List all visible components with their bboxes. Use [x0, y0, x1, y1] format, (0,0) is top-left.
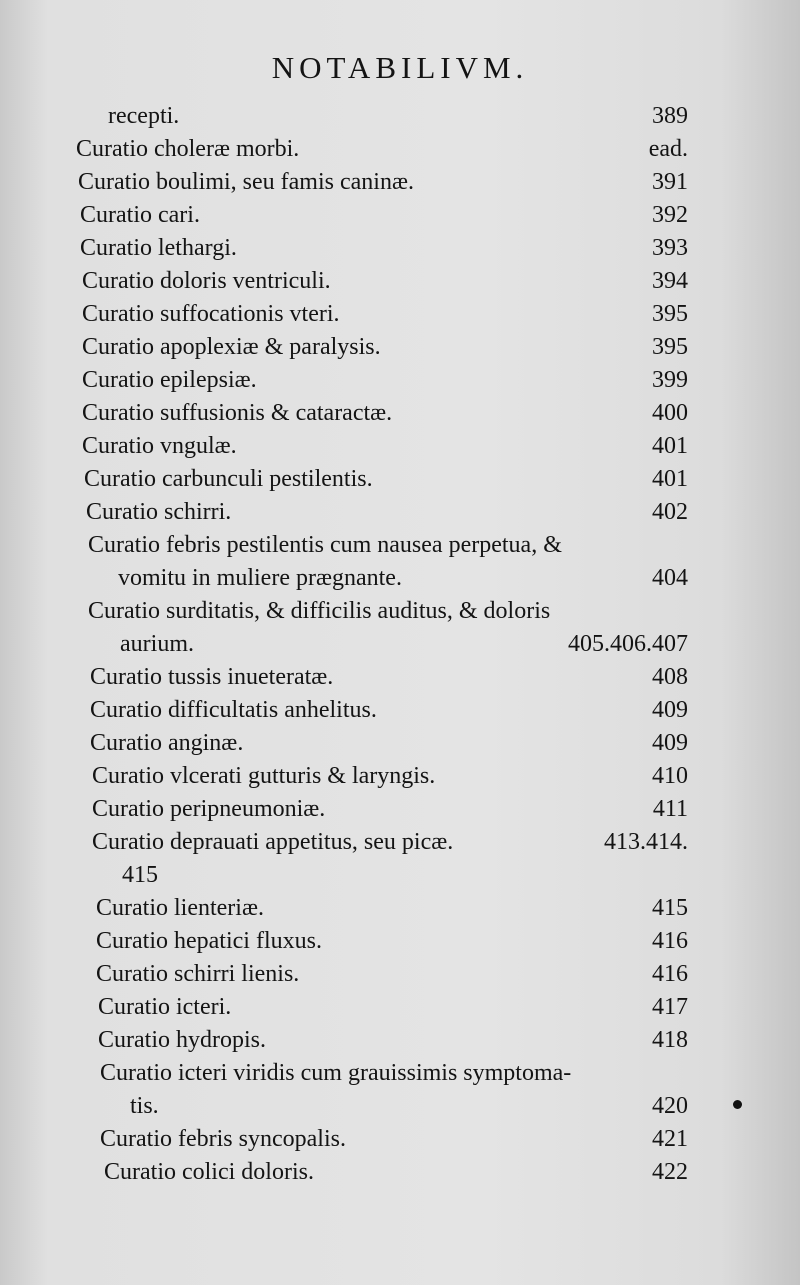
entry-page-number: 392	[652, 202, 688, 228]
entry-label: Curatio lethargi.	[80, 235, 237, 261]
entry-page-number: 401	[652, 433, 688, 459]
index-entry	[130, 1090, 688, 1123]
entry-label: tis.	[130, 1093, 159, 1119]
entry-page-number: 391	[652, 169, 688, 195]
entry-page-number: 394	[652, 268, 688, 294]
entry-label: Curatio apoplexiæ & paralysis.	[82, 334, 381, 360]
entry-label: Curatio anginæ.	[90, 730, 244, 756]
index-entry	[90, 694, 688, 727]
entry-page-number: 395	[652, 301, 688, 327]
entry-page-number: ead.	[648, 136, 688, 162]
index-entry	[82, 364, 688, 397]
index-entry	[92, 826, 688, 859]
entry-label: Curatio hydropis.	[98, 1027, 266, 1053]
index-entry	[92, 793, 688, 826]
entry-label: Curatio cari.	[80, 202, 200, 228]
entry-label: Curatio colici doloris.	[104, 1159, 314, 1185]
index-entry	[118, 562, 688, 595]
entry-page-number: 405.406.407	[568, 631, 688, 657]
entry-label: Curatio peripneumoniæ.	[92, 796, 326, 822]
index-entry	[86, 496, 688, 529]
entry-label: Curatio suffusionis & cataractæ.	[82, 400, 393, 426]
entry-label: Curatio carbunculi pestilentis.	[84, 466, 373, 492]
index-entry	[88, 529, 688, 562]
entry-page-number: 409	[652, 697, 688, 723]
entry-page-number: 399	[652, 367, 688, 393]
index-entry	[92, 760, 688, 793]
ink-spot	[733, 1100, 742, 1109]
entry-page-number: 402	[652, 499, 688, 525]
entry-label: Curatio hepatici fluxus.	[96, 928, 322, 954]
index-entry	[120, 628, 688, 661]
entry-page-number: 410	[652, 763, 688, 789]
entry-page-number: 411	[652, 796, 688, 822]
entry-page-number: 420	[652, 1093, 688, 1119]
index-entry	[96, 925, 688, 958]
entry-label: recepti.	[108, 103, 180, 129]
entry-page-number: 401	[652, 466, 688, 492]
index-entry	[100, 1123, 688, 1156]
entry-label: Curatio doloris ventriculi.	[82, 268, 331, 294]
index-entry	[100, 1057, 688, 1090]
index-entry	[82, 298, 688, 331]
entry-page-number: 416	[652, 961, 688, 987]
entry-page-number: 413.414.	[604, 829, 688, 855]
index-entry	[96, 892, 688, 925]
index-entry	[82, 331, 688, 364]
index-entry	[98, 991, 688, 1024]
index-entry	[82, 265, 688, 298]
entry-label: Curatio surditatis, & difficilis auditus, & doloris	[88, 598, 551, 624]
index-entry	[104, 1156, 688, 1189]
entry-label: Curatio vngulæ.	[82, 433, 237, 459]
entry-label: Curatio schirri.	[86, 499, 232, 525]
entry-label: Curatio deprauati appetitus, seu picæ.	[92, 829, 454, 855]
entry-page-number: 421	[652, 1126, 688, 1152]
entry-label: Curatio febris pestilentis cum nausea perpetua, &	[88, 532, 562, 558]
index-entry	[90, 727, 688, 760]
entry-page-number: 404	[652, 565, 688, 591]
index-entry	[80, 199, 688, 232]
entry-label: Curatio choleræ morbi.	[76, 136, 300, 162]
entry-page-number: 408	[652, 664, 688, 690]
index-entry	[78, 166, 688, 199]
entry-label: Curatio lienteriæ.	[96, 895, 264, 921]
entry-label: Curatio suffocationis vteri.	[82, 301, 340, 327]
entry-label: Curatio febris syncopalis.	[100, 1126, 346, 1152]
running-header: NOTABILIVM.	[271, 50, 529, 85]
entry-label: Curatio schirri lienis.	[96, 961, 300, 987]
entry-label: Curatio difficultatis anhelitus.	[90, 697, 377, 723]
entry-label: Curatio icteri viridis cum grauissimis symptoma-	[100, 1060, 572, 1086]
entry-label: Curatio vlcerati gutturis & laryngis.	[92, 763, 436, 789]
index-entry	[82, 397, 688, 430]
index-entry	[108, 100, 688, 133]
index-entry	[122, 859, 688, 892]
entry-label: Curatio icteri.	[98, 994, 232, 1020]
entry-page-number: 389	[652, 103, 688, 129]
entry-page-number: 400	[652, 400, 688, 426]
entry-page-number: 393	[652, 235, 688, 261]
index-entry	[96, 958, 688, 991]
entry-page-number: 395	[652, 334, 688, 360]
index-entry	[90, 661, 688, 694]
entry-page-number: 416	[652, 928, 688, 954]
entry-label: vomitu in muliere prægnante.	[118, 565, 402, 591]
entry-label: Curatio tussis inueteratæ.	[90, 664, 334, 690]
entry-label: Curatio boulimi, seu famis caninæ.	[78, 169, 414, 195]
entry-label: 415	[122, 862, 158, 888]
entry-page-number: 415	[652, 895, 688, 921]
index-entry	[98, 1024, 688, 1057]
entry-page-number: 417	[652, 994, 688, 1020]
index-entry	[82, 430, 688, 463]
index-entry	[88, 595, 688, 628]
entry-page-number: 418	[652, 1027, 688, 1053]
index-entry	[80, 232, 688, 265]
entry-page-number: 409	[652, 730, 688, 756]
entry-label: Curatio epilepsiæ.	[82, 367, 257, 393]
entry-label: aurium.	[120, 631, 194, 657]
entry-page-number: 422	[652, 1159, 688, 1185]
index-entry	[76, 133, 688, 166]
index-entry	[84, 463, 688, 496]
